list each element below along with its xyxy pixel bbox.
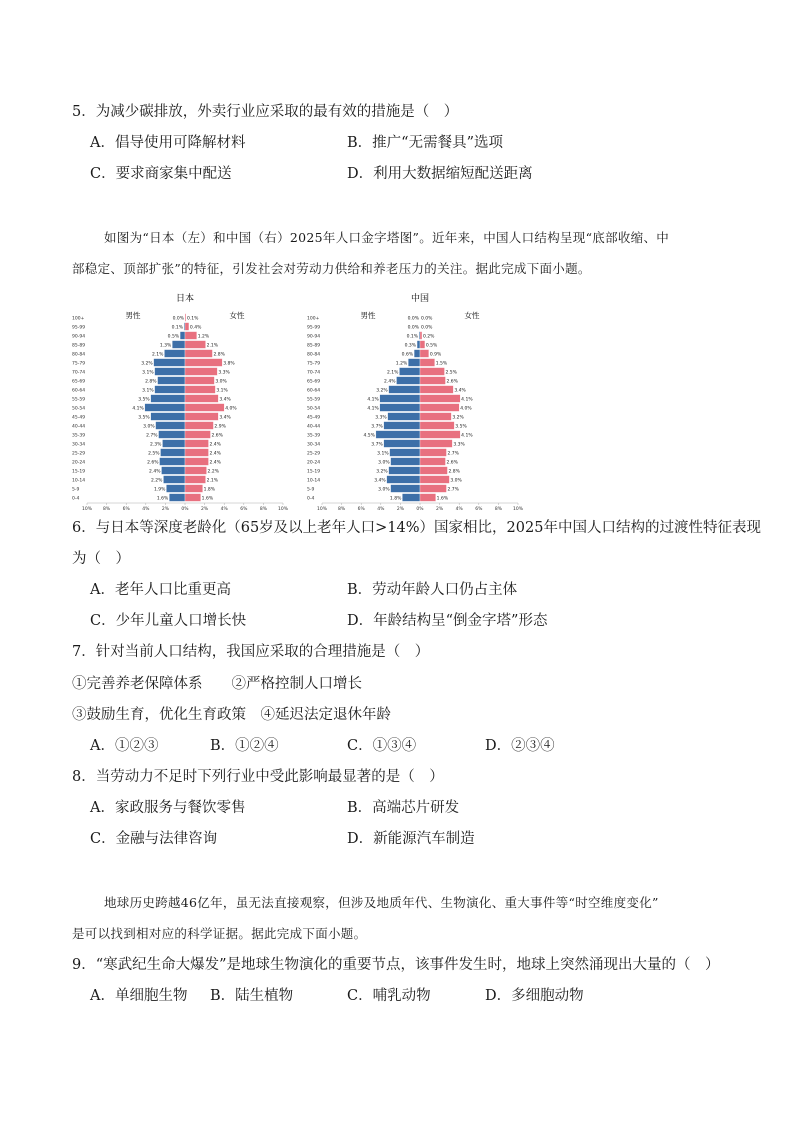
china-male-value-label: 2.1% <box>386 370 399 376</box>
china-female-bar <box>420 404 459 412</box>
china-male-bar <box>387 476 420 484</box>
china-female-bar <box>420 377 445 385</box>
japan-female-value-label: 2.2% <box>207 469 219 475</box>
china-male-value-label: 0.3% <box>404 343 417 349</box>
japan-female-bar <box>185 476 206 484</box>
japan-male-value-label: 2.8% <box>145 379 157 385</box>
japan-female-bar <box>185 494 201 502</box>
china-female-value-label: 3.0% <box>450 478 462 484</box>
japan-female-bar <box>185 323 189 331</box>
japan-age-label: 65-69 <box>72 379 86 385</box>
japan-female-bar <box>185 341 206 349</box>
japan-age-label: 50-54 <box>72 406 86 412</box>
china-male-value-label: 3.0% <box>378 487 390 493</box>
china-male-bar <box>388 413 420 421</box>
japan-age-label: 75-79 <box>72 361 86 367</box>
japan-male-bar <box>156 422 185 430</box>
intro1-line1: 如图为“日本（左）和中国（右）2025年人口金字塔图”。近年来，中国人口结构呈现“底部收缩、中 <box>104 230 670 245</box>
japan-age-label: 25-29 <box>72 451 86 457</box>
china-female-value-label: 0.9% <box>429 352 442 358</box>
japan-male-label: 男性 <box>125 311 141 320</box>
china-male-label: 男性 <box>360 311 376 320</box>
china-x-tick-label: 8% <box>494 507 502 512</box>
china-age-label: 40-44 <box>307 424 321 430</box>
china-female-bar <box>420 368 445 376</box>
japan-age-label: 35-39 <box>72 433 86 439</box>
q8-stem: 8．当劳动力不足时下列行业中受此影响最显著的是（ ） <box>72 769 444 785</box>
japan-male-value-label: 1.3% <box>159 343 172 349</box>
china-female-bar <box>420 476 449 484</box>
japan-x-tick-label: 4% <box>142 507 150 512</box>
q5-option-d: D．利用大数据缩短配送距离 <box>347 166 533 182</box>
q9-option-b: B．陆生植物 <box>210 988 294 1004</box>
china-female-value-label: 0.0% <box>421 325 433 331</box>
china-female-value-label: 3.5% <box>455 424 467 430</box>
japan-female-bar <box>185 395 218 403</box>
china-female-label: 女性 <box>464 311 480 320</box>
china-male-bar <box>380 395 420 403</box>
japan-age-label: 0-4 <box>72 496 80 502</box>
china-male-value-label: 3.0% <box>378 460 390 466</box>
china-age-label: 65-69 <box>307 379 321 385</box>
japan-male-value-label: 2.7% <box>146 433 158 439</box>
china-x-tick-label: 0% <box>416 507 424 512</box>
japan-male-value-label: 0.5% <box>167 334 180 340</box>
q6-option-b: B．劳动年龄人口仍占主体 <box>347 582 518 598</box>
china-male-bar <box>376 431 420 439</box>
china-male-value-label: 3.2% <box>376 469 388 475</box>
china-female-value-label: 2.6% <box>446 460 458 466</box>
china-male-bar <box>384 440 420 448</box>
japan-x-tick-label: 4% <box>220 507 228 512</box>
japan-female-value-label: 4.0% <box>225 406 237 412</box>
japan-female-bar <box>185 467 207 475</box>
japan-female-value-label: 2.4% <box>209 451 221 457</box>
china-female-bar <box>420 395 460 403</box>
china-x-tick-label: 4% <box>377 507 385 512</box>
china-age-label: 90-94 <box>307 334 321 340</box>
china-age-label: 85-89 <box>307 343 321 349</box>
japan-x-tick-label: 6% <box>240 507 248 512</box>
japan-male-bar <box>151 395 185 403</box>
japan-male-bar <box>160 458 185 466</box>
japan-x-tick-label: 8% <box>103 507 111 512</box>
japan-female-value-label: 3.4% <box>219 397 231 403</box>
japan-male-value-label: 2.3% <box>150 442 162 448</box>
japan-female-bar <box>185 440 209 448</box>
china-age-label: 50-54 <box>307 406 321 412</box>
china-male-value-label: 3.1% <box>377 451 389 457</box>
china-female-bar <box>420 350 429 358</box>
japan-female-label: 女性 <box>229 311 245 320</box>
china-male-bar <box>396 377 420 385</box>
q8-option-d: D．新能源汽车制造 <box>347 831 475 847</box>
china-male-bar <box>389 467 420 475</box>
japan-x-tick-label: 10% <box>81 507 93 512</box>
q7-option-b: B．①②④ <box>210 738 279 754</box>
japan-age-label: 15-19 <box>72 469 86 475</box>
china-female-value-label: 3.4% <box>454 388 466 394</box>
japan-female-bar <box>185 449 209 457</box>
q9-stem: 9．“寒武纪生命大爆发”是地球生物演化的重要节点，该事件发生时，地球上突然涌现出大量的（ ） <box>72 957 720 973</box>
china-male-value-label: 3.4% <box>374 478 386 484</box>
china-female-bar <box>420 494 436 502</box>
q7-option-c: C．①③④ <box>347 738 417 754</box>
china-pyramid-svg <box>305 290 535 512</box>
japan-female-value-label: 0.1% <box>186 316 199 322</box>
q6-option-d: D．年龄结构呈“倒金字塔”形态 <box>347 613 548 629</box>
q6-option-a: A．老年人口比重更高 <box>90 582 231 598</box>
china-male-value-label: 0.0% <box>407 316 419 322</box>
japan-male-bar <box>155 368 185 376</box>
japan-male-value-label: 3.5% <box>138 415 150 421</box>
intro2-line1: 地球历史跨越46亿年，虽无法直接观察，但涉及地质年代、生物演化、重大事件等“时空维度变化” <box>104 895 659 910</box>
japan-male-bar <box>169 494 185 502</box>
china-male-bar <box>414 350 420 358</box>
china-female-bar <box>420 458 445 466</box>
china-male-bar <box>391 458 420 466</box>
china-female-value-label: 4.1% <box>461 433 473 439</box>
q9-option-d: D．多细胞动物 <box>485 988 584 1004</box>
china-female-bar <box>420 413 451 421</box>
japan-age-label: 10-14 <box>72 478 86 484</box>
q5-option-c: C．要求商家集中配送 <box>90 166 232 182</box>
japan-female-bar <box>185 404 224 412</box>
china-male-bar <box>389 386 420 394</box>
china-female-value-label: 2.7% <box>447 487 459 493</box>
china-female-bar <box>420 332 422 340</box>
china-female-value-label: 1.5% <box>435 361 448 367</box>
japan-female-value-label: 2.8% <box>213 352 225 358</box>
china-age-label: 35-39 <box>307 433 321 439</box>
q6-stem-line1: 6．与日本等深度老龄化（65岁及以上老年人口>14%）国家相比，2025年中国人口结构的过渡性特征表现 <box>72 520 761 536</box>
china-female-value-label: 2.6% <box>446 379 458 385</box>
china-x-tick-label: 2% <box>436 507 444 512</box>
japan-age-label: 60-64 <box>72 388 86 394</box>
china-male-bar <box>390 449 420 457</box>
japan-female-value-label: 2.1% <box>206 478 219 484</box>
china-female-value-label: 2.8% <box>448 469 460 475</box>
q8-option-a: A．家政服务与餐饮零售 <box>90 800 246 816</box>
china-female-value-label: 4.1% <box>461 397 473 403</box>
china-male-value-label: 3.7% <box>371 424 383 430</box>
china-female-value-label: 2.5% <box>445 370 457 376</box>
japan-x-tick-label: 8% <box>259 507 267 512</box>
china-age-label: 10-14 <box>307 478 321 484</box>
japan-male-bar <box>158 377 185 385</box>
japan-male-bar <box>151 413 185 421</box>
china-female-value-label: 1.6% <box>436 496 449 502</box>
japan-female-value-label: 0.4% <box>189 325 202 331</box>
japan-male-bar <box>159 431 185 439</box>
china-x-tick-label: 6% <box>475 507 483 512</box>
japan-age-label: 30-34 <box>72 442 86 448</box>
japan-female-value-label: 3.8% <box>223 361 235 367</box>
japan-male-value-label: 1.9% <box>153 487 166 493</box>
japan-x-tick-label: 0% <box>181 507 189 512</box>
japan-male-value-label: 3.1% <box>142 370 154 376</box>
china-female-bar <box>420 431 460 439</box>
japan-female-bar <box>185 413 218 421</box>
china-age-label: 30-34 <box>307 442 321 448</box>
japan-female-bar <box>185 386 215 394</box>
china-male-value-label: 0.0% <box>407 325 419 331</box>
q7-statements-3-4: ③鼓励生育，优化生育政策 ④延迟法定退休年龄 <box>72 707 391 723</box>
china-male-value-label: 0.6% <box>401 352 414 358</box>
japan-female-value-label: 3.1% <box>216 388 228 394</box>
japan-age-label: 95-99 <box>72 325 86 331</box>
china-male-bar <box>408 359 420 367</box>
china-x-tick-label: 10% <box>512 507 524 512</box>
japan-female-bar <box>185 485 203 493</box>
china-female-bar <box>420 422 454 430</box>
q8-option-c: C．金融与法律咨询 <box>90 831 218 847</box>
china-male-value-label: 0.1% <box>406 334 419 340</box>
china-pyramid-title: 中国 <box>410 294 430 304</box>
japan-male-value-label: 2.1% <box>151 352 164 358</box>
japan-male-bar <box>166 485 185 493</box>
china-age-label: 95-99 <box>307 325 321 331</box>
japan-female-bar <box>185 314 186 322</box>
china-male-value-label: 4.5% <box>363 433 375 439</box>
japan-female-value-label: 1.6% <box>201 496 214 502</box>
china-age-label: 45-49 <box>307 415 321 421</box>
japan-male-bar <box>162 440 185 448</box>
china-male-bar <box>384 422 420 430</box>
q5-option-b: B．推广“无需餐具”选项 <box>347 135 503 151</box>
japan-population-pyramid <box>70 290 300 512</box>
japan-male-bar <box>154 359 185 367</box>
japan-male-value-label: 2.2% <box>151 478 163 484</box>
japan-male-value-label: 3.0% <box>143 424 155 430</box>
china-female-value-label: 3.2% <box>452 415 464 421</box>
intro1-line2: 部稳定、顶部扩张”的特征，引发社会对劳动力供给和养老压力的关注。据此完成下面小题。 <box>72 261 591 276</box>
q7-option-a: A．①②③ <box>90 738 159 754</box>
japan-age-label: 20-24 <box>72 460 86 466</box>
japan-male-value-label: 3.2% <box>141 361 153 367</box>
japan-female-value-label: 3.0% <box>215 379 227 385</box>
q7-option-d: D．②③④ <box>485 738 555 754</box>
china-x-tick-label: 4% <box>455 507 463 512</box>
japan-age-label: 90-94 <box>72 334 86 340</box>
q9-option-c: C．哺乳动物 <box>347 988 431 1004</box>
q9-option-a: A．单细胞生物 <box>90 988 188 1004</box>
q6-option-c: C．少年儿童人口增长快 <box>90 613 247 629</box>
japan-male-value-label: 3.5% <box>138 397 150 403</box>
japan-x-tick-label: 2% <box>201 507 209 512</box>
china-x-tick-label: 10% <box>316 507 328 512</box>
japan-female-bar <box>185 332 197 340</box>
japan-pyramid-svg <box>70 290 300 512</box>
japan-male-bar <box>180 332 185 340</box>
q7-statements-1-2: ①完善养老保障体系 ②严格控制人口增长 <box>72 676 362 692</box>
china-x-tick-label: 6% <box>357 507 365 512</box>
china-male-bar <box>399 368 420 376</box>
china-male-bar <box>417 341 420 349</box>
china-age-label: 15-19 <box>307 469 321 475</box>
china-male-value-label: 1.8% <box>389 496 402 502</box>
china-male-value-label: 3.2% <box>376 388 388 394</box>
japan-x-tick-label: 10% <box>277 507 289 512</box>
japan-pyramid-title: 日本 <box>175 294 195 304</box>
japan-male-bar <box>145 404 185 412</box>
china-male-bar <box>380 404 420 412</box>
japan-male-value-label: 2.5% <box>148 451 160 457</box>
china-male-bar <box>402 494 420 502</box>
q7-stem: 7．针对当前人口结构，我国应采取的合理措施是（ ） <box>72 644 430 660</box>
japan-age-label: 55-59 <box>72 397 86 403</box>
q8-option-b: B．高端芯片研发 <box>347 800 460 816</box>
china-age-label: 5-9 <box>307 487 315 493</box>
q5-stem: 5．为减少碳排放，外卖行业应采取的最有效的措施是（ ） <box>72 104 459 120</box>
china-male-value-label: 2.4% <box>384 379 396 385</box>
china-female-bar <box>420 467 447 475</box>
japan-male-bar <box>161 449 186 457</box>
china-age-label: 60-64 <box>307 388 321 394</box>
china-female-bar <box>420 485 446 493</box>
japan-age-label: 40-44 <box>72 424 86 430</box>
q5-option-a: A．倡导使用可降解材料 <box>90 135 246 151</box>
china-female-value-label: 3.3% <box>453 442 465 448</box>
japan-female-value-label: 1.8% <box>203 487 216 493</box>
china-population-pyramid <box>305 290 535 512</box>
china-female-value-label: 2.7% <box>447 451 459 457</box>
china-x-tick-label: 2% <box>396 507 404 512</box>
japan-female-value-label: 2.4% <box>209 460 221 466</box>
japan-male-bar <box>163 476 185 484</box>
china-age-label: 25-29 <box>307 451 321 457</box>
china-male-value-label: 1.2% <box>395 361 408 367</box>
china-age-label: 55-59 <box>307 397 321 403</box>
china-female-value-label: 0.5% <box>425 343 438 349</box>
japan-age-label: 100+ <box>72 316 85 322</box>
china-female-bar <box>420 449 446 457</box>
japan-age-label: 85-89 <box>72 343 86 349</box>
china-age-label: 100+ <box>307 316 320 322</box>
japan-male-value-label: 1.6% <box>156 496 169 502</box>
japan-male-bar <box>161 467 185 475</box>
japan-female-value-label: 2.9% <box>214 424 226 430</box>
japan-male-bar <box>155 386 185 394</box>
japan-male-value-label: 2.6% <box>147 460 159 466</box>
china-age-label: 20-24 <box>307 460 321 466</box>
china-male-value-label: 4.1% <box>367 406 379 412</box>
china-age-label: 75-79 <box>307 361 321 367</box>
japan-female-bar <box>185 350 212 358</box>
china-female-value-label: 0.2% <box>422 334 435 340</box>
japan-female-value-label: 2.1% <box>206 343 219 349</box>
japan-male-value-label: 3.1% <box>142 388 154 394</box>
japan-age-label: 5-9 <box>72 487 80 493</box>
japan-female-value-label: 1.2% <box>197 334 210 340</box>
japan-female-bar <box>185 431 210 439</box>
japan-female-bar <box>185 368 217 376</box>
japan-male-value-label: 0.1% <box>171 325 184 331</box>
japan-male-bar <box>172 341 185 349</box>
japan-male-value-label: 2.4% <box>149 469 161 475</box>
china-female-bar <box>420 440 452 448</box>
china-age-label: 80-84 <box>307 352 321 358</box>
japan-male-value-label: 4.1% <box>132 406 144 412</box>
japan-female-value-label: 2.4% <box>209 442 221 448</box>
china-x-tick-label: 8% <box>338 507 346 512</box>
china-male-value-label: 4.1% <box>367 397 379 403</box>
japan-age-label: 45-49 <box>72 415 86 421</box>
intro2-line2: 是可以找到相对应的科学证据。据此完成下面小题。 <box>72 926 367 941</box>
japan-female-value-label: 3.3% <box>218 370 230 376</box>
japan-female-bar <box>185 359 222 367</box>
china-female-value-label: 4.0% <box>460 406 472 412</box>
japan-female-bar <box>185 377 214 385</box>
q6-stem-line2: 为（ ） <box>72 551 130 567</box>
china-age-label: 70-74 <box>307 370 321 376</box>
japan-age-label: 80-84 <box>72 352 86 358</box>
china-female-bar <box>420 341 425 349</box>
japan-female-bar <box>185 422 213 430</box>
china-age-label: 0-4 <box>307 496 315 502</box>
japan-age-label: 70-74 <box>72 370 86 376</box>
china-female-value-label: 0.0% <box>421 316 433 322</box>
china-male-value-label: 3.3% <box>375 415 387 421</box>
japan-male-bar <box>164 350 185 358</box>
china-male-value-label: 3.7% <box>371 442 383 448</box>
japan-x-tick-label: 6% <box>122 507 130 512</box>
japan-x-tick-label: 2% <box>161 507 169 512</box>
china-female-bar <box>420 359 435 367</box>
japan-male-value-label: 0.0% <box>172 316 184 322</box>
china-female-bar <box>420 386 453 394</box>
japan-female-bar <box>185 458 209 466</box>
japan-female-value-label: 2.6% <box>211 433 223 439</box>
japan-female-value-label: 3.4% <box>219 415 231 421</box>
china-male-bar <box>391 485 420 493</box>
